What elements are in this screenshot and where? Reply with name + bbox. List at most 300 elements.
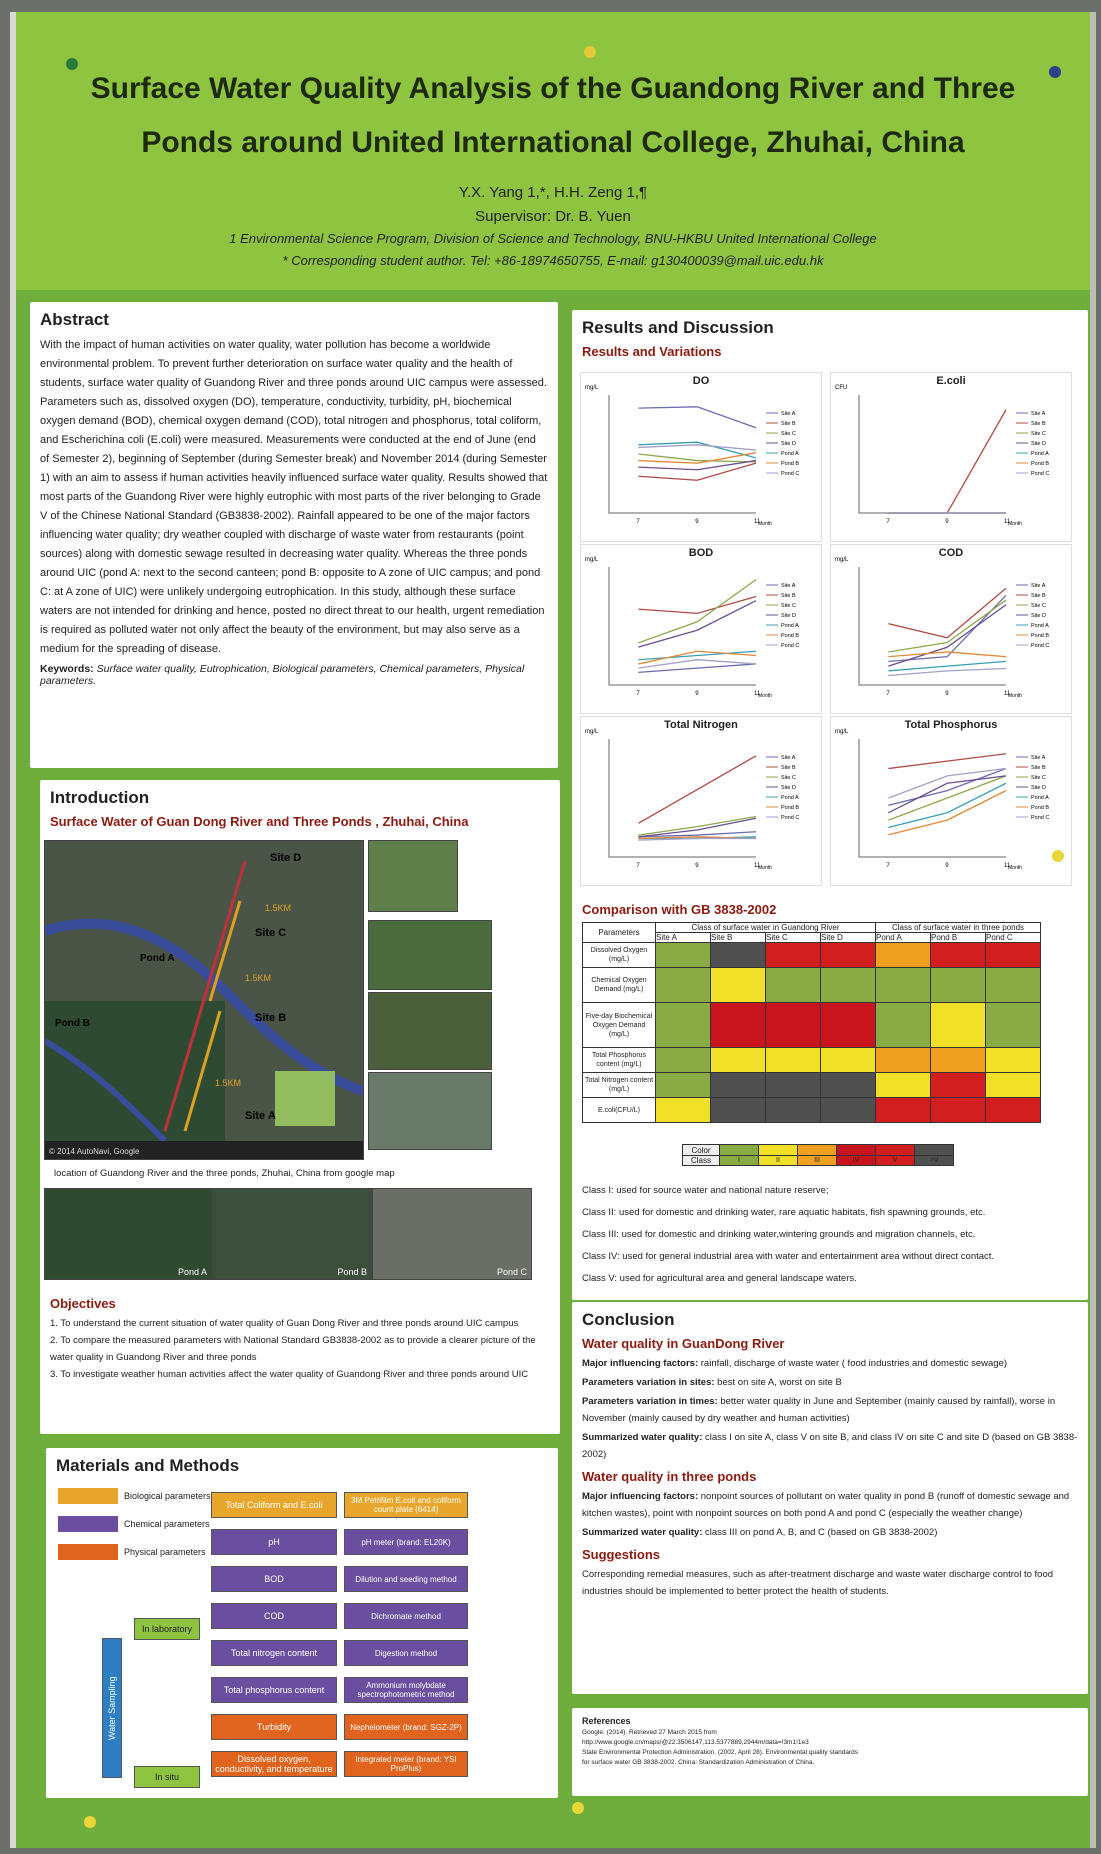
class-cell: [766, 968, 821, 1003]
reference-item: http://www.google.cn/maps/@22.3506147,113.5377889,2944m/data=!3m1!1e3: [582, 1739, 809, 1746]
method-box: Dichromate method: [344, 1603, 468, 1629]
objectives-section: [40, 1290, 560, 1383]
month-label: Month: [1008, 865, 1022, 871]
class-cell: [876, 1073, 931, 1098]
method-box: Nephelometer (brand: SGZ-2P): [344, 1714, 468, 1740]
param-box: Dissolved oxygen, conductivity, and temperature: [211, 1751, 337, 1777]
legend-entry: Pond C: [781, 643, 800, 649]
x-tick-label: 7: [636, 519, 640, 525]
legend-swatch: [58, 1544, 118, 1560]
introduction-subheading: Surface Water of Guan Dong River and Three Ponds , Zhuhai, China: [50, 814, 469, 829]
series-line: [888, 600, 1006, 652]
pond-a-label: Pond A: [177, 1267, 207, 1277]
parameter-label: E.coli(CFU/L): [583, 1098, 656, 1123]
class-legend-table: [682, 1144, 954, 1166]
site-header: Site C: [766, 933, 821, 943]
references-heading: References: [582, 1716, 631, 1726]
class-cell: [766, 1003, 821, 1048]
class-cell: [821, 1073, 876, 1098]
legend-entry: Site C: [781, 603, 796, 609]
in-laboratory-box: In laboratory: [134, 1618, 200, 1640]
series-line: [638, 651, 756, 659]
col-parameters: Parameters: [583, 923, 656, 943]
objectives-heading: Objectives: [50, 1296, 116, 1311]
suggestions-text: Corresponding remedial measures, such as after-treatment discharge and waste water discharge control to food industries should be implemented to better protect the health of students.: [582, 1569, 1054, 1597]
param-box: Total phosphorus content: [211, 1677, 337, 1703]
y-axis-label: mg/L: [585, 729, 599, 735]
legend-entry: Site A: [1031, 583, 1046, 589]
legend-entry: Site A: [781, 583, 796, 589]
pond-c-label: Pond C: [496, 1267, 527, 1277]
chart-axes: [609, 395, 756, 513]
class-cell: [656, 1048, 711, 1073]
method-box: pH meter (brand: EL20K): [344, 1529, 468, 1555]
map-label-pond-b: Pond B: [55, 1018, 90, 1029]
pond-b-photo: [212, 1188, 372, 1280]
class-cell: [766, 943, 821, 968]
legend-entry: Pond B: [781, 633, 800, 639]
series-line: [638, 756, 756, 823]
class-cell: [656, 1003, 711, 1048]
method-box: Ammonium molybdate spectrophotometric method: [344, 1677, 468, 1703]
class-cell: [986, 943, 1041, 968]
series-line: [638, 597, 756, 614]
reference-item: Google. (2014). Retrieved 27 March 2015 from: [582, 1729, 717, 1736]
series-line: [888, 754, 1006, 769]
x-tick-label: 9: [945, 519, 949, 525]
legend-entry: Pond C: [1031, 643, 1050, 649]
chart-bod: [580, 544, 822, 714]
parameter-label: Total Nitrogen content (mg/L): [583, 1073, 656, 1098]
legend-class-name: III: [798, 1156, 837, 1166]
param-box: Turbidity: [211, 1714, 337, 1740]
map-label-pond-a: Pond A: [140, 953, 175, 964]
chart-svg: [831, 373, 1071, 541]
series-line: [638, 463, 756, 480]
legend-entry: Site C: [781, 431, 796, 437]
chart-title: Total Phosphorus: [904, 719, 998, 731]
parameter-label: Chemical Oxygen Demand (mg/L): [583, 968, 656, 1003]
map-label-site-c: Site C: [255, 927, 287, 939]
class-cell: [711, 1098, 766, 1123]
conclusion-item-text: better water quality in June and September (mainly caused by rainfall), worse in November (mainly caused by dry weather and human activities): [582, 1396, 1056, 1424]
chart-svg: [581, 717, 821, 885]
site-header: Site B: [711, 933, 766, 943]
legend-entry: Site B: [781, 593, 796, 599]
class-cell: [821, 1003, 876, 1048]
legend-label: Chemical parameters: [124, 1519, 210, 1529]
month-label: Month: [1008, 693, 1022, 699]
y-axis-label: mg/L: [835, 557, 849, 563]
class-note: Class V: used for agricultural area and general landscape waters.: [582, 1273, 857, 1284]
conclusion-item-label: Major influencing factors:: [582, 1358, 699, 1369]
keywords-text: Surface water quality, Eutrophication, Biological parameters, Chemical parameters, Physical parameters.: [40, 663, 525, 687]
param-box: COD: [211, 1603, 337, 1629]
objective-3: 3. To investigate weather human activities affect the water quality of Guandong River and three ponds around UIC: [50, 1369, 529, 1380]
legend-entry: Pond B: [1031, 461, 1050, 467]
supervisor: Supervisor: Dr. B. Yuen: [475, 208, 631, 225]
legend-entry: Site D: [781, 441, 796, 447]
series-line: [888, 776, 1006, 820]
pond-a-photo: [44, 1188, 212, 1280]
legend-entry: Site D: [1031, 613, 1046, 619]
river-heading: Water quality in GuanDong River: [582, 1336, 785, 1351]
legend-entry: Site A: [1031, 411, 1046, 417]
legend-color-swatch: [837, 1145, 876, 1156]
chart-e-coli: [830, 372, 1072, 542]
ponds-items: [572, 1488, 1088, 1541]
legend-entry: Site B: [781, 421, 796, 427]
class-cell: [656, 943, 711, 968]
class-cell: [711, 1073, 766, 1098]
class-cell: [711, 943, 766, 968]
legend-entry: Site D: [781, 785, 796, 791]
satellite-map: [44, 840, 364, 1160]
class-legend: [682, 1144, 954, 1166]
legend-entry: Site A: [781, 411, 796, 417]
param-box: Total nitrogen content: [211, 1640, 337, 1666]
class-cell: [656, 968, 711, 1003]
legend-color-swatch: [915, 1145, 954, 1156]
chart-axes: [859, 395, 1006, 513]
class-cell: [766, 1048, 821, 1073]
conclusion-item-label: Summarized water quality:: [582, 1432, 703, 1443]
class-cell: [711, 1003, 766, 1048]
legend-entry: Pond A: [781, 795, 799, 801]
pin-yellow-right: [1052, 850, 1064, 862]
site-c-photo: [368, 920, 492, 990]
map-label-distance-3: 1.5KM: [215, 1078, 242, 1088]
legend-entry: Pond A: [1031, 623, 1049, 629]
objective-1: 1. To understand the current situation of water quality of Guan Dong River and three ponds around UIC campus: [50, 1318, 519, 1329]
keywords-label: Keywords:: [40, 663, 94, 675]
class-note: Class IV: used for general industrial area with water and entertainment area without direct contact.: [582, 1251, 995, 1262]
chart-svg: [581, 545, 821, 713]
comparison-table-wrap: [582, 922, 1041, 1123]
legend-entry: Pond B: [1031, 805, 1050, 811]
ponds-heading: Water quality in three ponds: [582, 1469, 757, 1484]
conclusion-panel: [572, 1302, 1088, 1694]
pin-yellow-bottom-left: [84, 1816, 96, 1828]
class-cell: [821, 1098, 876, 1123]
legend-swatch: [58, 1516, 118, 1532]
series-line: [638, 580, 756, 643]
series-line: [888, 410, 1006, 513]
reference-items: [572, 1728, 1088, 1768]
class-cell: [711, 1048, 766, 1073]
class-cell: [931, 1098, 986, 1123]
class-cell: [876, 1098, 931, 1123]
comparison-heading: Comparison with GB 3838-2002: [582, 902, 777, 917]
site-header: Site D: [821, 933, 876, 943]
in-situ-box: In situ: [134, 1766, 200, 1788]
x-tick-label: 11: [754, 863, 761, 869]
class-note: Class III: used for domestic and drinking water,wintering grounds and migration channels, etc.: [582, 1229, 976, 1240]
legend-entry: Site A: [781, 755, 796, 761]
class-cell: [876, 1003, 931, 1048]
legend-entry: Site C: [1031, 431, 1046, 437]
legend-class-name: IV: [837, 1156, 876, 1166]
legend-color-swatch: [759, 1145, 798, 1156]
class-cell: [986, 1003, 1041, 1048]
legend-entry: Pond C: [1031, 471, 1050, 477]
legend-class-name: I: [720, 1156, 759, 1166]
methods-panel: [46, 1448, 558, 1798]
class-note: Class II: used for domestic and drinking water, rare aquatic habitats, fish spawning grounds, etc.: [582, 1207, 986, 1218]
site-header: Site A: [656, 933, 711, 943]
series-line: [638, 601, 756, 647]
x-tick-label: 11: [1004, 863, 1011, 869]
chart-do: [580, 372, 822, 542]
y-axis-label: CFU: [835, 385, 848, 391]
contact: * Corresponding student author. Tel: +86-18974650755, E-mail: g130400039@mail.uic.edu.hk: [282, 253, 824, 268]
legend-class-name: V: [876, 1156, 915, 1166]
x-tick-label: 11: [1004, 519, 1011, 525]
legend-entry: Pond A: [781, 451, 799, 457]
method-box: Dilution and seeding method: [344, 1566, 468, 1592]
map-label-site-b: Site B: [255, 1012, 287, 1024]
month-label: Month: [758, 693, 772, 699]
map-label-site-d: Site D: [270, 852, 302, 864]
legend-entry: Pond B: [1031, 633, 1050, 639]
pond-c-photo: [372, 1188, 532, 1280]
authors: Y.X. Yang 1,*, H.H. Zeng 1,¶: [458, 184, 648, 201]
method-box: 3M Petrifilm E.coli and coliform count plate (6414): [344, 1492, 468, 1518]
introduction-heading: Introduction: [50, 788, 150, 807]
chart-title: COD: [938, 547, 964, 559]
map-credit: © 2014 AutoNavi, Google: [49, 1147, 140, 1156]
x-tick-label: 9: [695, 863, 699, 869]
legend-label: Biological parameters: [124, 1491, 211, 1501]
legend-entry: Site D: [1031, 441, 1046, 447]
class-cell: [876, 943, 931, 968]
map-label-site-a: Site A: [245, 1110, 276, 1122]
y-axis-label: mg/L: [585, 557, 599, 563]
conclusion-item-text: class I on site A, class V on site B, and class IV on site C and site D (based on GB 3838-2002): [582, 1432, 1078, 1460]
reference-item: for surface water GB 3838-2002. China: Standardization Administration of China.: [582, 1759, 815, 1766]
class-cell: [766, 1098, 821, 1123]
x-tick-label: 11: [1004, 691, 1011, 697]
water-sampling-box: Water Sampling: [102, 1638, 122, 1778]
class-cell: [986, 968, 1041, 1003]
legend-class-name: >V: [915, 1156, 954, 1166]
legend-entry: Site B: [1031, 593, 1046, 599]
results-heading: Results and Discussion: [582, 318, 774, 337]
legend-color-label: Color: [683, 1145, 720, 1156]
pin-green: [66, 58, 78, 70]
x-tick-label: 7: [886, 863, 890, 869]
legend-entry: Pond C: [781, 471, 800, 477]
class-cell: [986, 1048, 1041, 1073]
class-cell: [876, 968, 931, 1003]
legend-entry: Pond A: [781, 623, 799, 629]
legend-color-swatch: [876, 1145, 915, 1156]
comparison-table: [582, 922, 1041, 1123]
poster-title: [16, 62, 1090, 170]
reference-item: State Environmental Protection Administration. (2002, April 28). Environmental quality standards: [582, 1749, 859, 1756]
group-river: Class of surface water in Guandong River: [656, 923, 876, 933]
x-tick-label: 7: [886, 691, 890, 697]
river-items: [572, 1355, 1088, 1463]
class-notes: [572, 1180, 1088, 1290]
conclusion-item: [582, 1488, 1078, 1522]
legend-entry: Pond B: [781, 805, 800, 811]
map-caption: location of Guandong River and the three ponds, Zhuhai, China from google map: [54, 1168, 395, 1179]
conclusion-item-label: Parameters variation in times:: [582, 1396, 718, 1407]
site-b-photo: [368, 992, 492, 1070]
class-cell: [931, 968, 986, 1003]
conclusion-item-label: Major influencing factors:: [582, 1491, 699, 1502]
class-cell: [931, 1003, 986, 1048]
results-panel: [572, 310, 1088, 1300]
x-tick-label: 7: [636, 863, 640, 869]
y-axis-label: mg/L: [835, 729, 849, 735]
x-tick-label: 7: [886, 519, 890, 525]
conclusion-item-label: Summarized water quality:: [582, 1527, 703, 1538]
site-header: Pond A: [876, 933, 931, 943]
methods-heading: Materials and Methods: [56, 1456, 240, 1475]
series-line: [638, 407, 756, 428]
legend-entry: Site B: [1031, 765, 1046, 771]
chart-svg: [831, 545, 1071, 713]
param-box: pH: [211, 1529, 337, 1555]
x-tick-label: 9: [945, 863, 949, 869]
poster-header: [16, 12, 1090, 290]
pond-b-label: Pond B: [337, 1267, 367, 1277]
parameter-label: Five-day Biochemical Oxygen Demand (mg/L): [583, 1003, 656, 1048]
map-label-distance-1: 1.5KM: [265, 903, 292, 913]
conclusion-item-text: rainfall, discharge of waste water ( food industries and domestic sewage): [698, 1358, 1008, 1369]
abstract-panel: [30, 302, 558, 768]
poster-board: [10, 12, 1096, 1848]
conclusion-item: [582, 1355, 1078, 1372]
chart-axes: [609, 567, 756, 685]
chart-title: E.coli: [936, 375, 966, 387]
chart-title: Total Nitrogen: [664, 719, 738, 731]
legend-color-swatch: [798, 1145, 837, 1156]
chart-title: BOD: [688, 547, 714, 559]
legend-entry: Site C: [781, 775, 796, 781]
legend-entry: Pond B: [781, 461, 800, 467]
param-box: BOD: [211, 1566, 337, 1592]
title-line-1: Surface Water Quality Analysis of the Guandong River and Three: [90, 72, 1016, 105]
series-line: [638, 660, 756, 668]
series-line: [638, 445, 756, 450]
legend-entry: Site D: [1031, 785, 1046, 791]
legend-entry: Pond A: [1031, 795, 1049, 801]
group-ponds: Class of surface water in three ponds: [876, 923, 1041, 933]
conclusion-item-text: nonpoint sources of pollutant on water quality in pond B (runoff of domestic sewage and kitchen wastes), point with nonpoint sources on both pond A and pond C (especially the weather change): [582, 1491, 1070, 1519]
conclusion-item-text: best on site A, worst on site B: [714, 1377, 842, 1388]
site-header: Pond B: [931, 933, 986, 943]
conclusion-item: [582, 1374, 1078, 1391]
legend-entry: Site C: [1031, 603, 1046, 609]
parameter-label: Total Phosphorus content (mg/L): [583, 1048, 656, 1073]
legend-entry: Site A: [1031, 755, 1046, 761]
param-box: Total Coliform and E.coli: [211, 1492, 337, 1518]
chart-total-nitrogen: [580, 716, 822, 886]
map-overlay: [45, 841, 363, 1159]
chart-cod: [830, 544, 1072, 714]
abstract-body: With the impact of human activities on water quality, water pollution has become a worldwide environmental problem. To prevent further deterioration on surface water quality and the health of students, surface water quality of Guandong River and three ponds around UIC campus were assessed. Parameters such as, dissolved oxygen (DO), temperature, conductivity, turbidity, pH, biochemical oxygen demand (BOD), chemical oxygen demand (COD), total nitrogen and phosphorus, total coliform, and Escherichina coli (E.coli) were measured. Measurements were conducted at the end of June (end of Semester 2), beginning of September (during Semester break) and November 2014 (during Semester 1) with an aim to assess if human activities heavily influenced surface water quality. Results showed that most parts of the Guandong River were highly eutrophic with most parts of the river belonging to Grade V of the Chinese National Standard (GB3838-2002). Rainfall appeared to be one of the major factors influencing water quality; dry weather coupled with discharge of waste water from restaurants (point sources) along with domestic sewage resulted in decreasing water quality. Whereas the three ponds around UIC (pond A: next to the second canteen; pond B: opposite to A zone of UIC campus; and pond C: at A zone of UIC) were unlikely undergoing eutrophication. In this study, although these surface waters are not intended for drinking and hence, posted no direct threat to our health, urgent remediation is required as polluted water not only affect the beauty of the environment, but may also serve as a medium for the spreading of disease.: [40, 339, 548, 655]
class-cell: [986, 1073, 1041, 1098]
x-tick-label: 11: [754, 519, 761, 525]
x-tick-label: 9: [945, 691, 949, 697]
class-cell: [931, 943, 986, 968]
class-cell: [711, 968, 766, 1003]
class-cell: [821, 968, 876, 1003]
legend-entry: Site B: [781, 765, 796, 771]
parameter-label: Dissolved Oxygen (mg/L): [583, 943, 656, 968]
class-cell: [656, 1098, 711, 1123]
pin-blue: [1049, 66, 1061, 78]
chart-total-phosphorus: [830, 716, 1072, 886]
class-note: Class I: used for source water and national nature reserve;: [582, 1185, 829, 1196]
conclusion-item: [582, 1524, 1078, 1541]
abstract-heading: Abstract: [40, 310, 109, 329]
results-subheading: Results and Variations: [582, 344, 722, 359]
conclusion-heading: Conclusion: [582, 1310, 675, 1329]
x-tick-label: 7: [636, 691, 640, 697]
suggestions-heading: Suggestions: [582, 1547, 661, 1562]
legend-label: Physical parameters: [124, 1547, 206, 1557]
conclusion-item: [582, 1429, 1078, 1463]
chart-svg: [581, 373, 821, 541]
month-label: Month: [758, 521, 772, 527]
class-cell: [876, 1048, 931, 1073]
class-cell: [821, 1048, 876, 1073]
keywords: [40, 663, 548, 687]
month-label: Month: [1008, 521, 1022, 527]
legend-entry: Pond C: [781, 815, 800, 821]
legend-entry: Pond C: [1031, 815, 1050, 821]
y-axis-label: mg/L: [585, 385, 599, 391]
pin-yellow-bottom-mid: [572, 1802, 584, 1814]
class-cell: [821, 943, 876, 968]
legend-entry: Site D: [781, 613, 796, 619]
title-line-2: Ponds around United International College, Zhuhai, China: [141, 126, 965, 159]
legend-entry: Site B: [1031, 421, 1046, 427]
introduction-panel: [40, 780, 560, 1434]
month-label: Month: [758, 865, 772, 871]
x-tick-label: 11: [754, 691, 761, 697]
legend-entry: Pond A: [1031, 451, 1049, 457]
series-line: [888, 776, 1006, 813]
class-cell: [656, 1073, 711, 1098]
method-box: Integrated meter (brand: YSI ProPlus): [344, 1751, 468, 1777]
series-line: [638, 818, 756, 837]
class-cell: [766, 1073, 821, 1098]
legend-swatch: [58, 1488, 118, 1504]
legend-entry: Site C: [1031, 775, 1046, 781]
class-cell: [986, 1098, 1041, 1123]
site-a-photo: [368, 1072, 492, 1150]
affiliation: 1 Environmental Science Program, Division of Science and Technology, BNU-HKBU United International College: [229, 231, 877, 246]
site-header: Pond C: [986, 933, 1041, 943]
conclusion-item-text: class III on pond A, B, and C (based on GB 3838-2002): [702, 1527, 938, 1538]
x-tick-label: 9: [695, 519, 699, 525]
series-line: [888, 783, 1006, 827]
objective-2: 2. To compare the measured parameters with National Standard GB3838-2002 as to provide a clearer picture of the water quality in Guandong River and three ponds: [50, 1335, 536, 1363]
legend-color-swatch: [720, 1145, 759, 1156]
conclusion-item: [582, 1393, 1078, 1427]
class-cell: [931, 1048, 986, 1073]
map-label-distance-2: 1.5KM: [245, 973, 272, 983]
pin-yellow: [584, 46, 596, 58]
references-panel: [572, 1708, 1088, 1796]
legend-class-name: II: [759, 1156, 798, 1166]
method-box: Digestion method: [344, 1640, 468, 1666]
